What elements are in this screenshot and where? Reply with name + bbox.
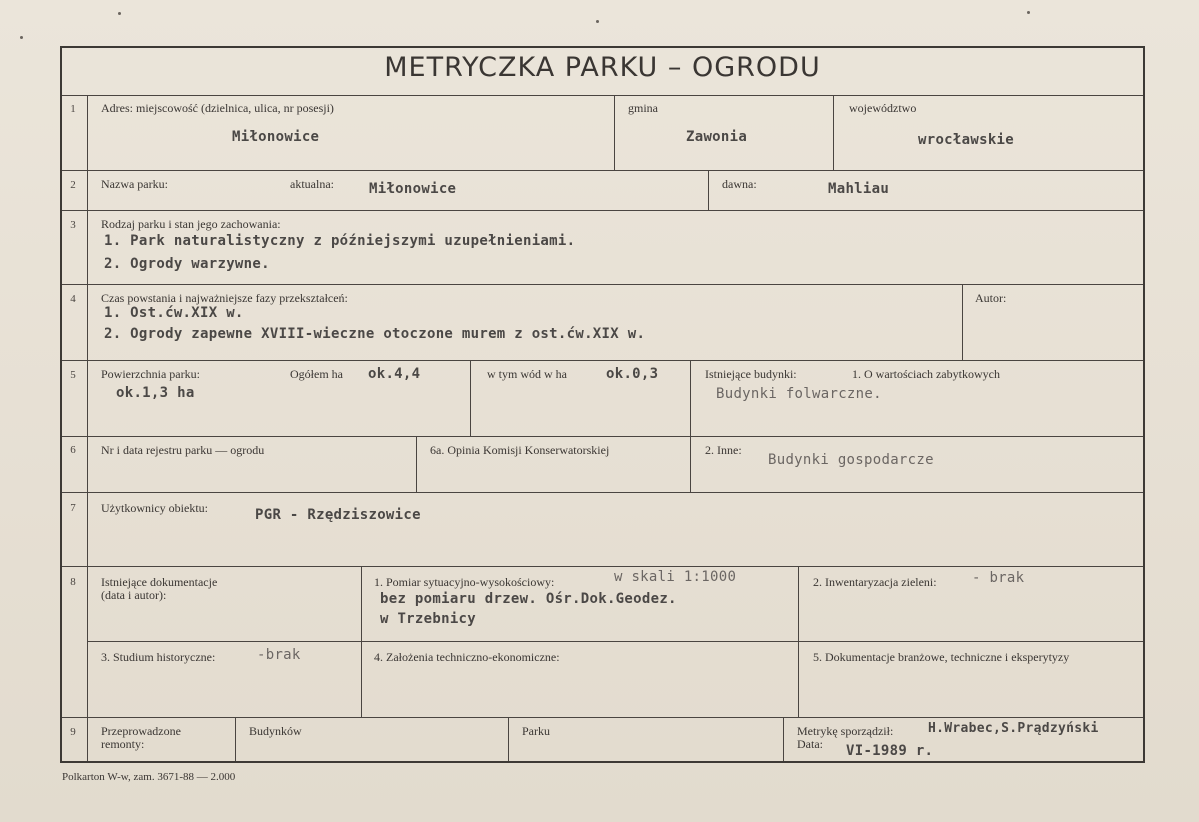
cell-divider [235,717,236,761]
cell-divider [798,566,799,717]
address-label: Adres: miejscowość (dzielnica, ulica, nr posesji) [101,101,334,115]
form-title: METRYCZKA PARKU – OGRODU [384,52,821,83]
greenery-inventory-value: - brak [972,570,1025,586]
former-name-value: Mahliau [828,181,890,197]
cell-divider [783,717,784,761]
buildings-label: Istniejące budynki: [705,367,797,381]
conservation-opinion-label: 6a. Opinia Komisji Konserwatorskiej [430,443,610,457]
cell-divider [614,95,615,170]
cell-divider [690,360,691,492]
voivodeship-label: województwo [849,101,917,115]
row-divider [62,95,1143,96]
print-footer: Polkarton W-w, zam. 3671-88 — 2.000 [62,771,236,783]
water-area-label: w tym wód w ha [487,367,567,381]
tech-econ-label: 4. Założenia techniczno-ekonomiczne: [374,650,560,664]
monument-buildings-value: Budynki folwarczne. [716,386,882,402]
date-value: VI-1989 r. [846,743,934,759]
author-label: Autor: [975,291,1007,305]
row-divider [62,210,1143,211]
row-number: 3 [70,219,76,231]
historic-study-label: 3. Studium historyczne: [101,650,216,664]
existing-docs-label: Istniejące dokumentacje [101,575,218,589]
buildings-repairs-label: Budynków [249,724,302,738]
paper-speck [118,12,121,15]
number-column-line [87,95,88,761]
row-number: 8 [70,576,76,588]
historic-study-value: -brak [257,647,301,663]
date-label: Data: [797,737,823,751]
survey-scale: w skali 1:1000 [614,569,737,585]
cell-divider [508,717,509,761]
park-area-label: Powierzchnia parku: [101,367,200,381]
survey-line-2: bez pomiaru drzew. Ośr.Dok.Geodez. [380,591,677,607]
row-number: 6 [70,444,76,456]
park-type-label: Rodzaj parku i stan jego zachowania: [101,217,281,231]
row-divider [62,436,1143,437]
history-line-1: 1. Ost.ćw.XIX w. [104,305,244,321]
row-divider [62,492,1143,493]
park-repairs-label: Parku [522,724,550,738]
prepared-by-value: H.Wrabec,S.Prądzyński [928,721,1099,736]
water-area-value: ok.0,3 [606,366,659,382]
total-area-label: Ogółem ha [290,367,343,381]
row-divider [62,170,1143,171]
row-number: 4 [70,293,76,305]
paper-speck [1027,11,1030,14]
prepared-by-label: Metrykę sporządził: [797,724,894,738]
current-name-label: aktualna: [290,177,334,191]
row-number: 7 [70,502,76,514]
total-area-value: ok.4,4 [368,366,421,382]
registry-label: Nr i data rejestru parku — ogrodu [101,443,265,457]
cell-divider [361,566,362,717]
history-line-2: 2. Ogrody zapewne XVIII-wieczne otoczone murem z ost.ćw.XIX w. [104,326,646,342]
branch-docs-label: 5. Dokumentacje branżowe, techniczne i eksperytyzy [813,650,1070,664]
survey-line-3: w Trzebnicy [380,611,477,627]
park-type-line-2: 2. Ogrody warzywne. [104,256,270,272]
row-divider [62,360,1143,361]
cell-divider [416,436,417,492]
park-type-line-1: 1. Park naturalistyczny z późniejszymi uzupełnieniami. [104,233,576,249]
cell-divider [708,170,709,210]
other-buildings-value: Budynki gospodarcze [768,452,934,468]
voivodeship-value: wrocławskie [918,132,1015,148]
existing-docs-sublabel: (data i autor): [101,588,167,602]
cell-divider [962,284,963,360]
cell-divider [833,95,834,170]
users-value: PGR - Rzędziszowice [255,507,421,523]
other-buildings-label: 2. Inne: [705,443,742,457]
park-area-value: ok.1,3 ha [116,385,195,401]
gmina-label: gmina [628,101,658,115]
current-name-value: Miłonowice [369,181,457,197]
row-divider [62,566,1143,567]
row-number: 9 [70,726,76,738]
repairs-sublabel: remonty: [101,737,145,751]
history-label: Czas powstania i najważniejsze fazy przekształceń: [101,291,348,305]
row-divider [62,284,1143,285]
park-name-label: Nazwa parku: [101,177,168,191]
row-number: 2 [70,179,76,191]
greenery-inventory-label: 2. Inwentaryzacja zieleni: [813,575,937,589]
gmina-value: Zawonia [686,129,748,145]
former-name-label: dawna: [722,177,757,191]
row-divider [87,641,1143,642]
survey-label: 1. Pomiar sytuacyjno-wysokościowy: [374,575,555,589]
users-label: Użytkownicy obiektu: [101,501,208,515]
row-number: 5 [70,369,76,381]
paper-speck [20,36,23,39]
row-number: 1 [70,103,76,115]
address-value: Miłonowice [232,129,320,145]
row-divider [62,717,1143,718]
cell-divider [470,360,471,436]
repairs-label: Przeprowadzone [101,724,181,738]
paper-speck [596,20,599,23]
monument-buildings-label: 1. O wartościach zabytkowych [852,367,1000,381]
